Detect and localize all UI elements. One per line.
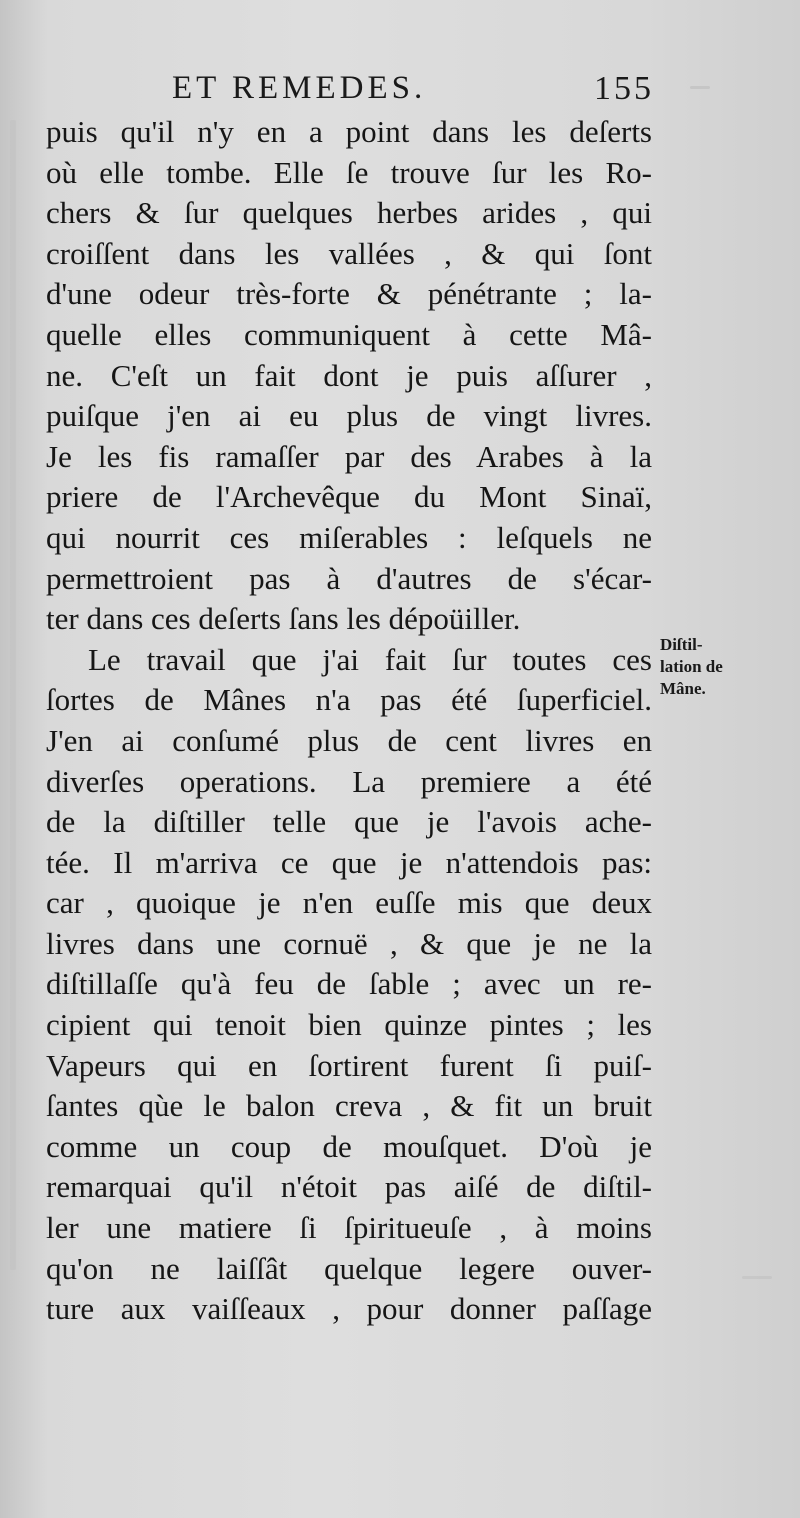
text-line: tée. Il m'arriva ce que je n'attendois pas: [46,844,652,880]
margin-note-line: Diſtil- [660,635,703,654]
margin-note-line: Mâne. [660,679,706,698]
text-line: priere de l'Archevêque du Mont Sinaï, [46,479,652,515]
text-line: quelle elles communiquent à cette Mâ- [46,316,652,352]
body-text [46,112,652,1330]
text-line: ler une matiere ſi ſpiritueuſe , à moins [46,1210,652,1246]
margin-note-line: lation de [660,657,723,676]
text-line: car , quoique je n'en euſſe mis que deux [46,885,652,921]
page-number: 155 [594,70,654,107]
text-line: où elle tombe. Elle ſe trouve ſur les Ro- [46,154,652,190]
text-line: ter dans ces deſerts ſans les dépoüiller. [46,601,521,637]
text-line: Vapeurs qui en ſortirent furent ſi puiſ- [46,1047,652,1083]
text-line: diſtillaſſe qu'à feu de ſable ; avec un re- [46,966,652,1002]
text-line: d'une odeur très-forte & pénétrante ; la- [46,276,652,312]
text-line: J'en ai conſumé plus de cent livres en [46,722,652,758]
text-line: ſortes de Mânes n'a pas été ſuperficiel. [46,682,652,718]
page-header [172,70,662,114]
text-line: puis qu'il n'y en a point dans les deſerts [46,114,652,149]
text-line: ſantes qùe le balon creva , & fit un bruit [46,1088,652,1124]
text-line: remarquai qu'il n'étoit pas aiſé de diſtil- [46,1169,652,1205]
text-line: Le travail que j'ai fait ſur toutes ces [88,641,652,677]
text-line: chers & ſur quelques herbes arides , qui [46,195,652,231]
running-head: ET REMEDES. [172,70,427,106]
text-line: Je les fis ramaſſer par des Arabes à la [46,438,652,474]
text-line: qui nourrit ces miſerables : leſquels ne [46,519,652,555]
margin-smudge [10,120,16,1270]
margin-note [660,634,790,700]
text-line: croiſſent dans les vallées , & qui ſont [46,235,652,271]
text-line: cipient qui tenoit bien quinze pintes ; les [46,1007,652,1043]
text-line: permettroient pas à d'autres de s'écar- [46,560,652,596]
text-line: de la diſtiller telle que je l'avois ache- [46,804,652,840]
margin-smudge [742,1276,772,1279]
text-line: ture aux vaiſſeaux , pour donner paſſage [46,1291,652,1327]
text-line: livres dans une cornuë , & que je ne la [46,925,652,961]
text-line: puiſque j'en ai eu plus de vingt livres. [46,398,652,434]
text-line: qu'on ne laiſſât quelque legere ouver- [46,1250,652,1286]
text-line: diverſes operations. La premiere a été [46,763,652,799]
margin-smudge [690,86,710,89]
text-line: comme un coup de mouſquet. D'où je [46,1128,652,1164]
text-line: ne. C'eſt un fait dont je puis aſſurer , [46,357,652,393]
